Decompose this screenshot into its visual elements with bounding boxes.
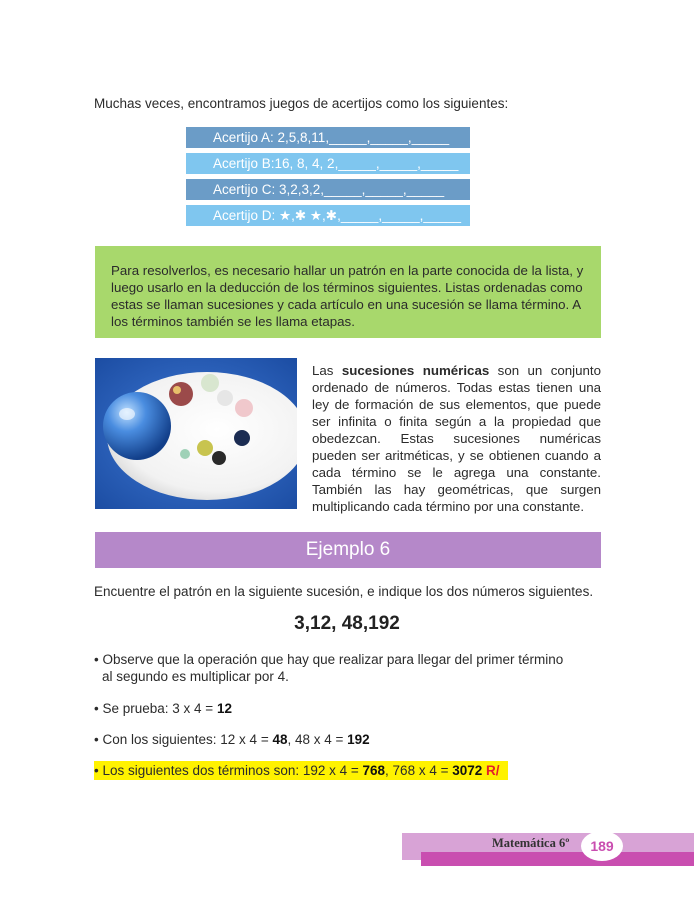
footer-band-dark [421, 852, 694, 866]
sequences-body: son un conjunto ordenado de números. Todas estas tienen una ley de formación de sus elementos, que puede ser infinita o finita según a la propiedad que obedezcan. Estas sucesiones numéricas pueden ser aritméticas, y se obtienen cuando a cada término se le agrega una constante. También las hay geométricas, que surgen multiplicando cada término por una constante. [312, 363, 601, 514]
step-final-highlight [94, 761, 508, 780]
definition-text: Para resolverlos, es necesario hallar un patrón en la parte conocida de la lista, y luego usarlo en la deducción de los términos siguientes. Listas ordenadas como estas se llaman sucesiones y cada artículo en una sucesión se llama término. A los términos también se les llama etapas. [111, 263, 584, 329]
footer-subject: Matemática 6º [492, 836, 570, 850]
step-final-prefix: • Los siguientes dos términos son: 192 x 4 = [94, 763, 363, 778]
intro-text: Muchas veces, encontramos juegos de acertijos como los siguientes: [94, 96, 509, 111]
definition-box [95, 246, 601, 338]
step-final-result1: 768 [362, 763, 386, 778]
sequences-lead: Las [312, 363, 334, 378]
riddle-c: Acertijo C: 3,2,3,2,_____,_____,_____ [186, 179, 470, 200]
step-observe-line2: al segundo es multiplicar por 4. [102, 669, 289, 684]
riddle-d: Acertijo D: ★,✱ ★,✱,_____,_____,_____ [186, 205, 470, 226]
step-observe [94, 651, 563, 685]
step-test-prefix: • Se prueba: 3 x 4 = [94, 701, 217, 716]
page-number: 189 [581, 831, 623, 861]
step-observe-line1: • Observe que la operación que hay que realizar para llegar del primer término [94, 652, 564, 667]
riddle-a: Acertijo A: 2,5,8,11,_____,_____,_____ [186, 127, 470, 148]
step-next [94, 731, 370, 748]
step-next-result1: 48 [272, 732, 288, 747]
step-next-middle: , 48 x 4 = [287, 732, 348, 747]
marbles-photo [95, 358, 297, 509]
answer-mark: R/ [486, 763, 500, 778]
example-banner: Ejemplo 6 [95, 532, 601, 568]
step-test [94, 700, 232, 717]
riddle-b: Acertijo B:16, 8, 4, 2,_____,_____,_____ [186, 153, 470, 174]
step-final [94, 762, 508, 779]
step-next-prefix: • Con los siguientes: 12 x 4 = [94, 732, 273, 747]
example-sequence: 3,12, 48,192 [294, 613, 400, 634]
sequences-paragraph [312, 362, 601, 515]
step-test-result: 12 [216, 701, 232, 716]
example-task: Encuentre el patrón en la siguiente sucesión, e indique los dos números siguientes. [94, 584, 594, 599]
step-next-result2: 192 [347, 732, 370, 747]
sequences-term: sucesiones numéricas [341, 363, 490, 378]
step-final-middle: , 768 x 4 = [385, 763, 453, 778]
step-final-result2: 3072 [452, 763, 483, 778]
